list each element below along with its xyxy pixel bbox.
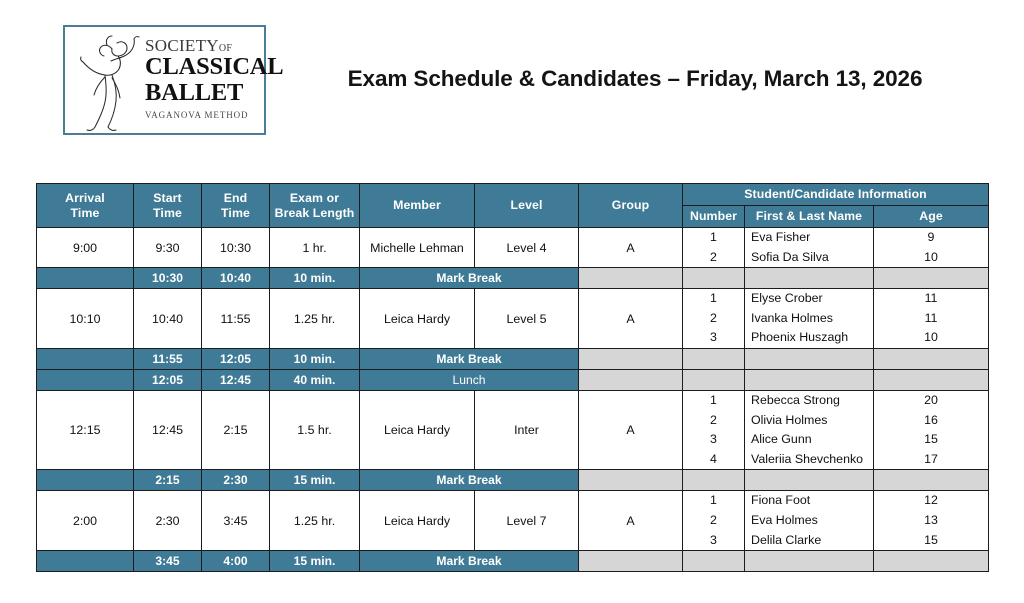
col-level: Level: [475, 184, 579, 228]
exam-student-ages: [874, 491, 989, 551]
student-name: Eva Fisher: [751, 230, 811, 244]
col-length-l2: Break Length: [274, 205, 355, 220]
student-number: 2: [710, 310, 717, 325]
student-name: Olivia Holmes: [751, 412, 828, 427]
exam-group: A: [579, 289, 683, 349]
student-name: Eva Holmes: [751, 512, 818, 527]
exam-student-ages: [874, 289, 989, 349]
exam-level: Level 4: [475, 228, 579, 268]
student-number: 1: [710, 230, 717, 244]
student-list: [745, 289, 873, 348]
logo-line-classical: CLASSICAL: [145, 53, 284, 80]
exam-student-names: [745, 390, 874, 469]
break-length: 10 min.: [270, 268, 360, 289]
student-age: 15: [924, 432, 938, 447]
student-list: [874, 228, 988, 267]
student-name: Elyse Crober: [751, 291, 823, 306]
break-start-time: 10:30: [134, 268, 202, 289]
break-group-cell: [579, 369, 683, 390]
table-row-exam: [37, 289, 989, 349]
break-end-time: 10:40: [202, 268, 270, 289]
document-header: [0, 0, 1024, 160]
student-number: 1: [710, 493, 717, 508]
table-body: [37, 228, 989, 572]
break-name-cell: [745, 551, 874, 572]
break-start-time: 3:45: [134, 551, 202, 572]
exam-end-time: 3:45: [202, 491, 270, 551]
student-name: Sofia Da Silva: [751, 249, 829, 264]
student-name: Rebecca Strong: [751, 392, 840, 407]
break-length: 10 min.: [270, 348, 360, 369]
exam-level: Level 5: [475, 289, 579, 349]
break-arrival-cell: [37, 369, 134, 390]
table-row-break: [37, 348, 989, 369]
logo-line-ballet: BALLET: [145, 78, 244, 106]
exam-group: A: [579, 390, 683, 469]
break-label: Lunch: [360, 369, 579, 390]
col-exam-break-length: [270, 184, 360, 228]
page-title: Exam Schedule & Candidates – Friday, March 13, 2026: [347, 66, 923, 91]
break-age-cell: [874, 551, 989, 572]
exam-group: A: [579, 228, 683, 268]
break-start-time: 11:55: [134, 348, 202, 369]
student-number: 1: [710, 392, 717, 407]
student-list: [874, 289, 988, 348]
break-label: Mark Break: [360, 551, 579, 572]
exam-student-numbers: [683, 390, 745, 469]
table-row-exam: [37, 491, 989, 551]
break-name-cell: [745, 348, 874, 369]
student-number: 2: [710, 512, 717, 527]
student-age: 11: [924, 310, 938, 325]
break-name-cell: [745, 268, 874, 289]
break-number-cell: [683, 348, 745, 369]
break-arrival-cell: [37, 348, 134, 369]
student-number: 1: [710, 291, 717, 306]
col-end-time-l2: Time: [221, 205, 250, 220]
exam-student-names: [745, 228, 874, 268]
student-list: [683, 289, 744, 348]
break-number-cell: [683, 551, 745, 572]
student-number: 3: [710, 330, 717, 345]
exam-student-ages: [874, 228, 989, 268]
student-number: 3: [710, 432, 717, 447]
break-number-cell: [683, 369, 745, 390]
student-age: 10: [924, 249, 938, 264]
col-student-candidate-information: Student/Candidate Information: [683, 184, 989, 206]
break-age-cell: [874, 268, 989, 289]
student-age: 10: [924, 330, 938, 345]
ballet-dancer-icon: [71, 31, 149, 133]
break-end-time: 12:05: [202, 348, 270, 369]
student-number: 2: [710, 412, 717, 427]
student-list: [745, 391, 873, 469]
col-arrival-time: [37, 184, 134, 228]
break-label: Mark Break: [360, 470, 579, 491]
student-list: [745, 491, 873, 550]
student-age: 17: [924, 451, 938, 466]
table-row-exam: [37, 228, 989, 268]
header-row-top: [37, 184, 989, 206]
exam-level: Inter: [475, 390, 579, 469]
logo-line-method: VAGANOVA METHOD: [145, 109, 249, 120]
exam-member: Michelle Lehman: [360, 228, 475, 268]
col-arrival-time-l1: Arrival: [65, 191, 105, 205]
student-name: Alice Gunn: [751, 432, 812, 447]
exam-level: Level 7: [475, 491, 579, 551]
break-arrival-cell: [37, 551, 134, 572]
break-arrival-cell: [37, 268, 134, 289]
exam-student-ages: [874, 390, 989, 469]
break-length: 15 min.: [270, 551, 360, 572]
logo-line-society: SOCIETYOF: [145, 36, 233, 55]
exam-length: 1.5 hr.: [270, 390, 360, 469]
exam-member: Leica Hardy: [360, 289, 475, 349]
student-name: Valeriia Shevchenko: [751, 451, 864, 466]
student-list: [683, 491, 744, 550]
col-start-time-l2: Time: [153, 205, 182, 220]
student-list: [683, 391, 744, 469]
exam-group: A: [579, 491, 683, 551]
col-age: Age: [874, 206, 989, 228]
organization-logo: [63, 25, 284, 135]
student-name: Ivanka Holmes: [751, 310, 833, 325]
break-start-time: 2:15: [134, 470, 202, 491]
exam-end-time: 11:55: [202, 289, 270, 349]
break-group-cell: [579, 348, 683, 369]
col-start-time: [134, 184, 202, 228]
exam-start-time: 10:40: [134, 289, 202, 349]
break-group-cell: [579, 551, 683, 572]
exam-student-names: [745, 289, 874, 349]
break-age-cell: [874, 348, 989, 369]
break-label: Mark Break: [360, 268, 579, 289]
student-name: Phoenix Huszagh: [751, 330, 849, 345]
break-arrival-cell: [37, 470, 134, 491]
exam-start-time: 9:30: [134, 228, 202, 268]
exam-student-numbers: [683, 228, 745, 268]
exam-schedule-table: [36, 183, 989, 572]
student-age: 15: [924, 532, 938, 547]
break-number-cell: [683, 470, 745, 491]
exam-member: Leica Hardy: [360, 390, 475, 469]
student-name: Fiona Foot: [751, 493, 811, 508]
student-number: 3: [710, 532, 717, 547]
break-end-time: 4:00: [202, 551, 270, 572]
break-length: 40 min.: [270, 369, 360, 390]
col-member: Member: [360, 184, 475, 228]
student-name: Delila Clarke: [751, 532, 822, 547]
student-age: 11: [924, 291, 938, 306]
student-age: 16: [924, 412, 938, 427]
student-list: [745, 228, 873, 267]
col-length-l1: Exam or: [289, 191, 340, 205]
exam-student-names: [745, 491, 874, 551]
student-list: [683, 228, 744, 267]
col-group: Group: [579, 184, 683, 228]
student-age: 13: [924, 512, 938, 527]
student-number: 2: [710, 249, 717, 264]
exam-start-time: 12:45: [134, 390, 202, 469]
break-name-cell: [745, 470, 874, 491]
student-age: 9: [927, 230, 935, 244]
exam-start-time: 2:30: [134, 491, 202, 551]
exam-student-numbers: [683, 491, 745, 551]
student-list: [874, 491, 988, 550]
break-age-cell: [874, 470, 989, 491]
break-group-cell: [579, 470, 683, 491]
exam-end-time: 2:15: [202, 390, 270, 469]
break-end-time: 12:45: [202, 369, 270, 390]
break-name-cell: [745, 369, 874, 390]
break-label: Mark Break: [360, 348, 579, 369]
break-length: 15 min.: [270, 470, 360, 491]
exam-arrival-time: 12:15: [37, 390, 134, 469]
exam-length: 1 hr.: [270, 228, 360, 268]
exam-member: Leica Hardy: [360, 491, 475, 551]
col-number: Number: [683, 206, 745, 228]
col-start-time-l1: Start: [153, 191, 182, 205]
table-row-exam: [37, 390, 989, 469]
exam-length: 1.25 hr.: [270, 491, 360, 551]
student-age: 20: [924, 392, 938, 407]
exam-student-numbers: [683, 289, 745, 349]
student-number: 4: [710, 451, 717, 466]
col-end-time-l1: End: [223, 191, 248, 205]
exam-end-time: 10:30: [202, 228, 270, 268]
table-row-break: [37, 470, 989, 491]
table-row-break: [37, 369, 989, 390]
student-age: 12: [924, 493, 938, 508]
student-list: [874, 391, 988, 469]
table-row-break: [37, 268, 989, 289]
break-group-cell: [579, 268, 683, 289]
break-start-time: 12:05: [134, 369, 202, 390]
table-row-break: [37, 551, 989, 572]
col-end-time: [202, 184, 270, 228]
break-age-cell: [874, 369, 989, 390]
break-end-time: 2:30: [202, 470, 270, 491]
logo-wordmark: [145, 36, 284, 120]
exam-length: 1.25 hr.: [270, 289, 360, 349]
col-arrival-time-l2: Time: [70, 205, 100, 220]
break-number-cell: [683, 268, 745, 289]
exam-arrival-time: 2:00: [37, 491, 134, 551]
exam-arrival-time: 9:00: [37, 228, 134, 268]
exam-arrival-time: 10:10: [37, 289, 134, 349]
table-head: [37, 184, 989, 228]
col-first-last-name: First & Last Name: [745, 206, 874, 228]
